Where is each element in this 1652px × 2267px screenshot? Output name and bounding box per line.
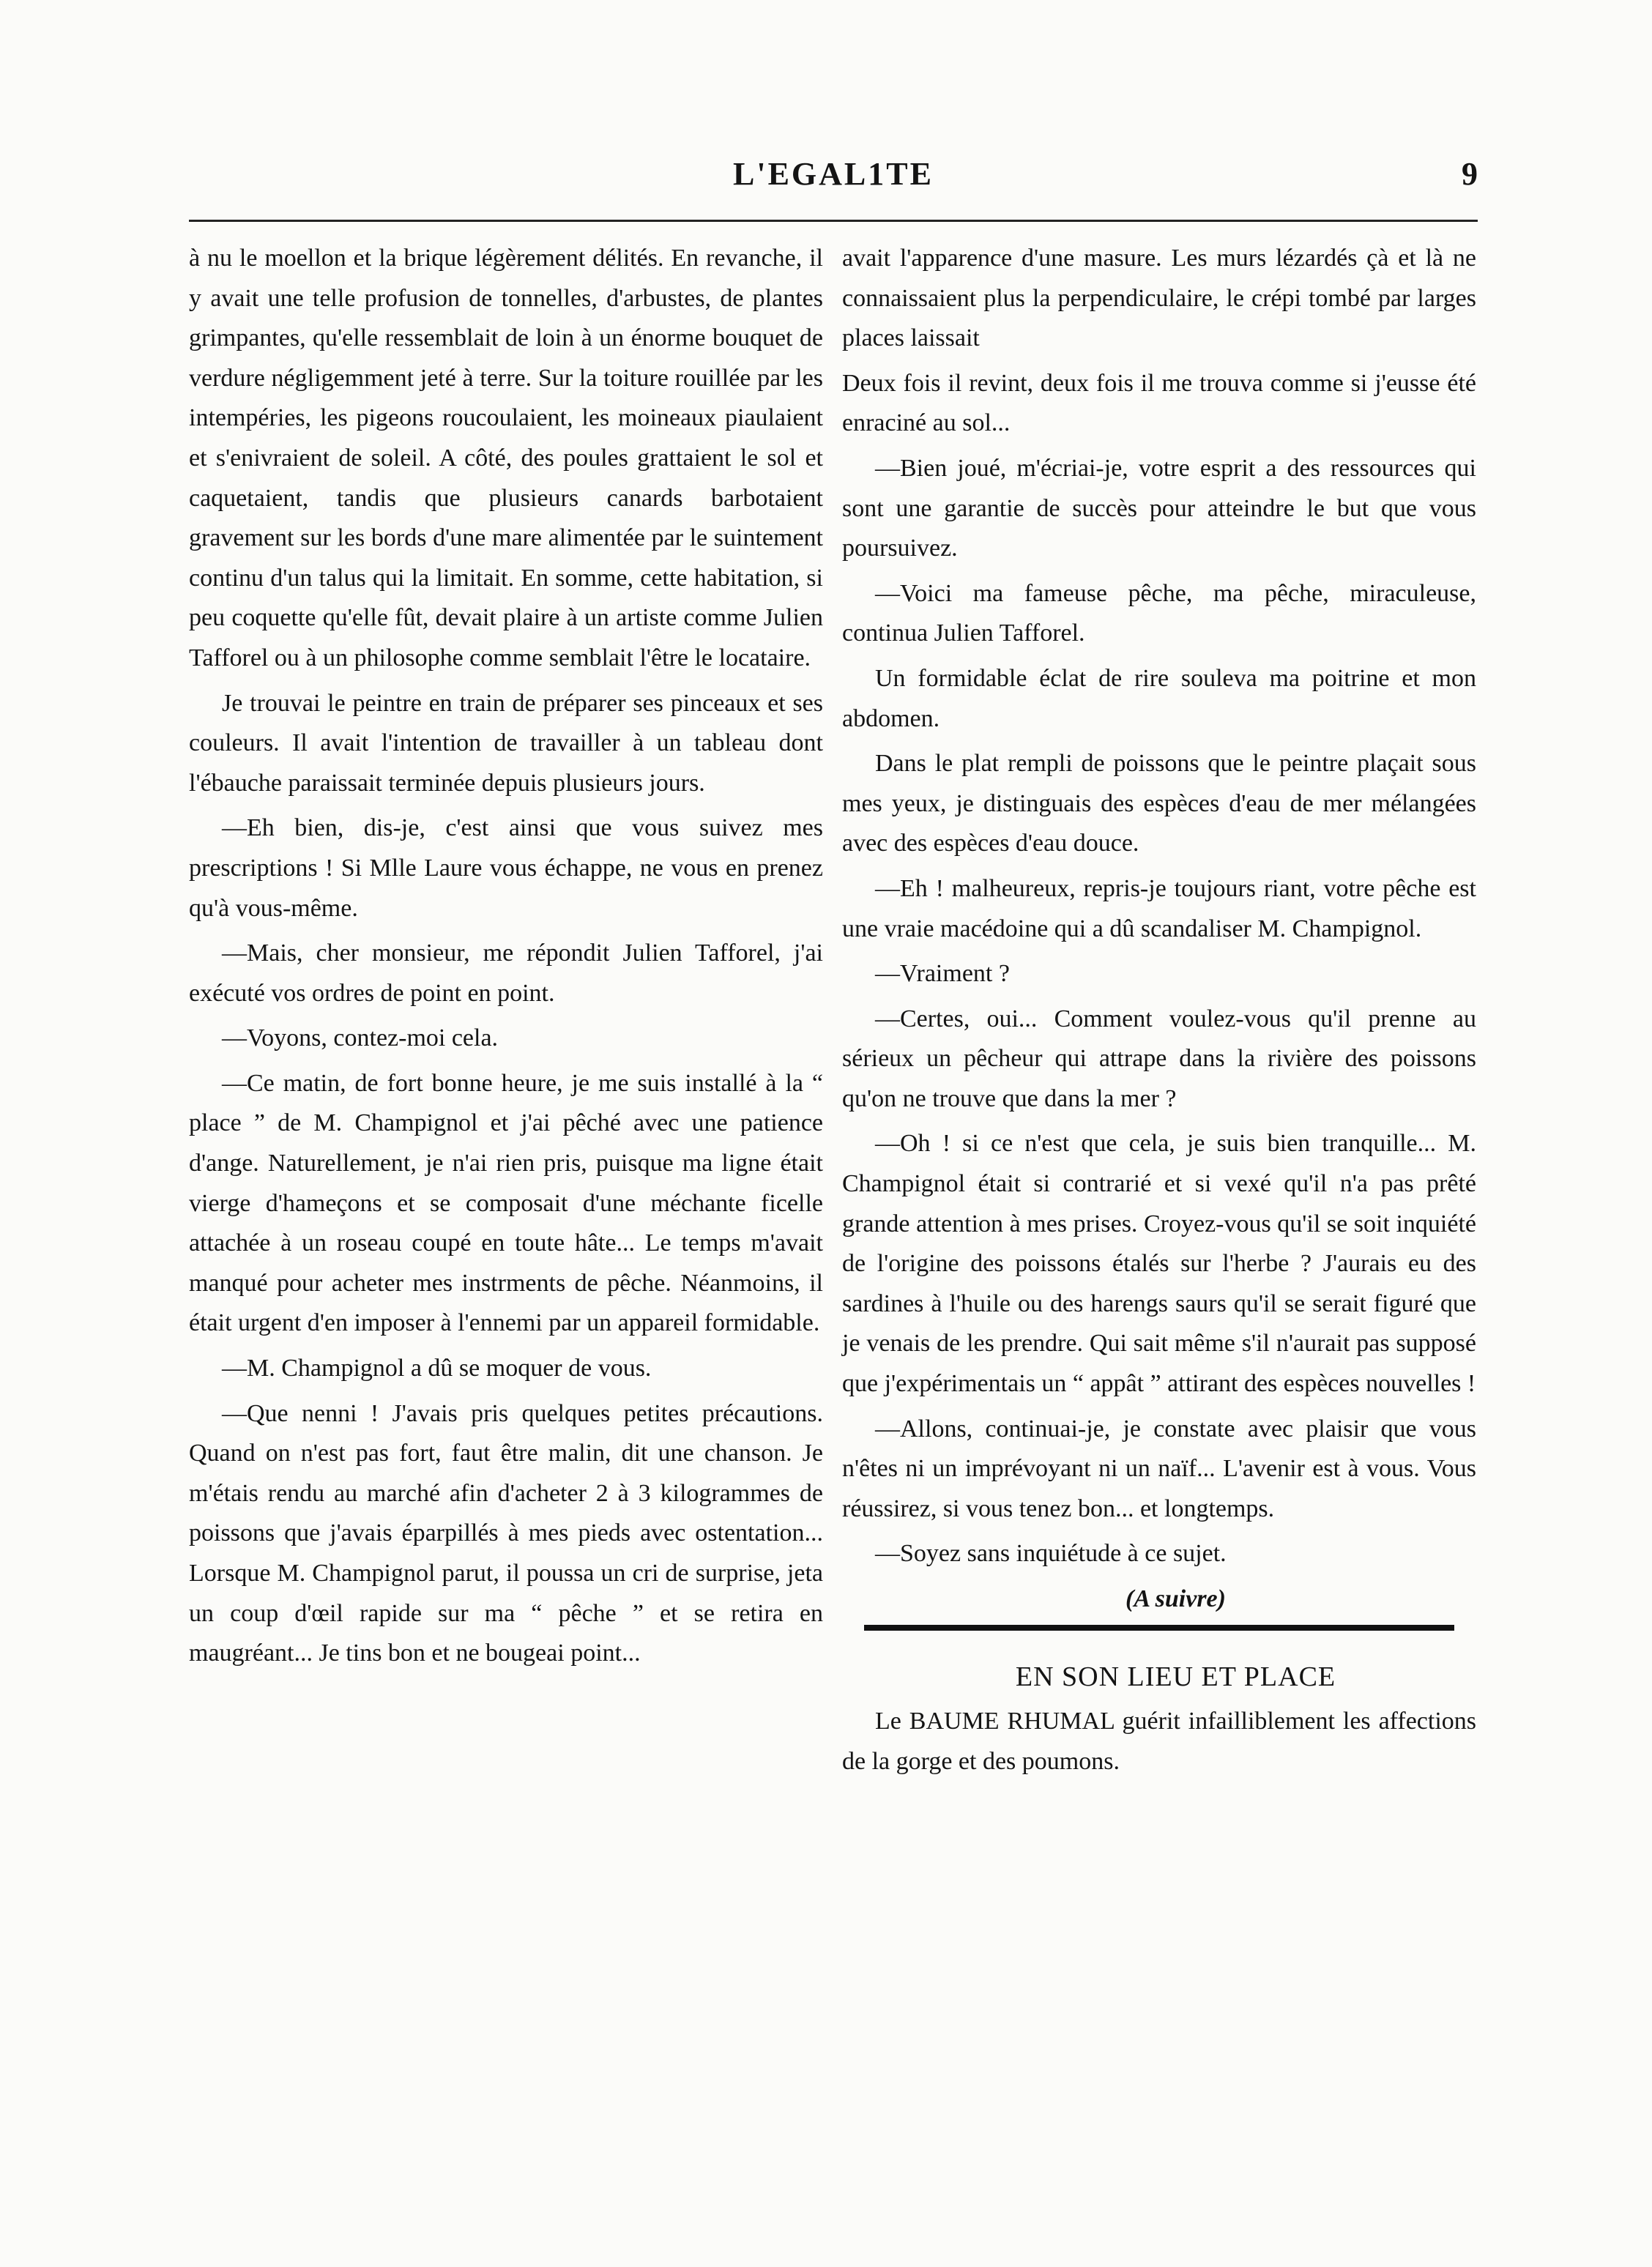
paragraph: avait l'apparence d'une masure. Les murs lézardés çà et là ne connaissaient plus la perpendiculaire, le crépi tombé par larges places laissait bbox=[842, 245, 1476, 352]
paragraph: —Vraiment ? bbox=[875, 960, 1010, 988]
paragraph: Un formidable éclat de rire souleva ma poitrine et mon abdomen. bbox=[842, 664, 1476, 732]
paragraph: —Oh ! si ce n'est que cela, je suis bien tranquille... M. Champignol était si contrarié et si vexé qu'il n'a pas prêté grande attention à mes prises. Croyez-vous qu'il se soit inquiété de l'origine des poissons étalés sur l'herbe ? J'aurais eu des sardines à l'huile ou des harengs saurs qu'il se serait figuré que je venais de les prendre. Qui sait même s'il n'aurait pas supposé que j'expérimentais un “ appât ” attirant des espèces nouvelles ! bbox=[842, 1130, 1476, 1398]
to-be-continued: (A suivre) bbox=[1125, 1585, 1226, 1612]
paragraph: Deux fois il revint, deux fois il me trouva comme si j'eusse été enraciné au sol... bbox=[842, 369, 1476, 437]
page-header bbox=[189, 155, 1478, 206]
paragraph: —Voici ma fameuse pêche, ma pêche, miraculeuse, continua Julien Tafforel. bbox=[842, 579, 1476, 647]
paragraph: Dans le plat rempli de poissons que le peintre plaçait sous mes yeux, je distinguais des espèces d'eau de mer mélangées avec des espèces d'eau douce. bbox=[842, 750, 1476, 857]
paragraph: Je trouvai le peintre en train de préparer ses pinceaux et ses couleurs. Il avait l'intention de travailler à un tableau dont l'ébauche paraissait terminée depuis plusieurs jours. bbox=[189, 689, 823, 797]
page-number: 9 bbox=[1462, 156, 1478, 192]
paragraph: —Allons, continuai-je, je constate avec plaisir que vous n'êtes ni un imprévoyant ni un naïf... L'avenir est à vous. Vous réussirez, si vous tenez bon... et longtemps. bbox=[842, 1415, 1476, 1522]
paragraph: —Que nenni ! J'avais pris quelques petites précautions. Quand on n'est pas fort, faut être malin, dit une chanson. Je m'étais rendu au marché afin d'acheter 2 à 3 kilogrammes de poissons que j'avais éparpillés à mes pieds avec ostentation... Lorsque M. Champignol parut, il poussa un cri de surprise, jeta un coup d'œil rapide sur ma “ pêche ” et se retira en maugréant... Je tins bon et ne bougeai point... bbox=[189, 1399, 823, 1667]
newspaper-title: L'EGAL1TE bbox=[733, 156, 934, 192]
right-column bbox=[842, 239, 1476, 1787]
paragraph: —Mais, cher monsieur, me répondit Julien Tafforel, j'ai exécuté vos ordres de point en point. bbox=[189, 939, 823, 1007]
section-divider bbox=[864, 1625, 1454, 1631]
ad-heading: EN SON LIEU ET PLACE bbox=[1015, 1661, 1336, 1692]
ad-text: Le BAUME RHUMAL guérit infailliblement les affections de la gorge et des poumons. bbox=[842, 1708, 1476, 1775]
left-column bbox=[189, 239, 823, 1679]
paragraph: —Soyez sans inquiétude à ce sujet. bbox=[875, 1540, 1227, 1568]
paragraph: —Eh bien, dis-je, c'est ainsi que vous suivez mes prescriptions ! Si Mlle Laure vous échappe, ne vous en prenez qu'à vous-même. bbox=[189, 814, 823, 922]
header-rule bbox=[189, 220, 1478, 222]
paragraph: à nu le moellon et la brique légèrement délités. En revanche, il y avait une telle profusion de tonnelles, d'arbustes, de plantes grimpantes, qu'elle ressemblait de loin à un énorme bouquet de verdure négligemment jeté à terre. Sur la toiture rouillée par les intempéries, les pigeons roucoulaient, les moineaux piaulaient et s'enivraient de soleil. A côté, des poules grattaient le sol et caquetaient, tandis que plusieurs canards barbotaient gravement sur les bords d'une mare alimentée par le suintement continu d'un talus qui la limitait. En somme, cette habitation, si peu coquette qu'elle fût, devait plaire à un artiste comme Julien Tafforel ou à un philosophe comme semblait l'être le locataire. bbox=[189, 245, 823, 671]
paragraph: —Eh ! malheureux, repris-je toujours riant, votre pêche est une vraie macédoine qui a dû scandaliser M. Champignol. bbox=[842, 874, 1476, 942]
paragraph: —M. Champignol a dû se moquer de vous. bbox=[222, 1355, 652, 1382]
paragraph: —Bien joué, m'écriai-je, votre esprit a des ressources qui sont une garantie de succès pour atteindre le but que vous poursuivez. bbox=[842, 454, 1476, 562]
paragraph: —Ce matin, de fort bonne heure, je me suis installé à la “ place ” de M. Champignol et j'ai pêché avec une patience d'ange. Naturellement, je n'ai rien pris, puisque ma ligne était vierge d'hameçons et se composait d'une méchante ficelle attachée à un roseau coupé en toute hâte... Le temps m'avait manqué pour acheter mes instrments de pêche. Néanmoins, il était urgent d'en imposer à l'ennemi par un appareil formidable. bbox=[189, 1069, 823, 1337]
paragraph: —Certes, oui... Comment voulez-vous qu'il prenne au sérieux un pêcheur qui attrape dans la rivière des poissons qu'on ne trouve que dans la mer ? bbox=[842, 1005, 1476, 1112]
paragraph: —Voyons, contez-moi cela. bbox=[222, 1024, 499, 1052]
